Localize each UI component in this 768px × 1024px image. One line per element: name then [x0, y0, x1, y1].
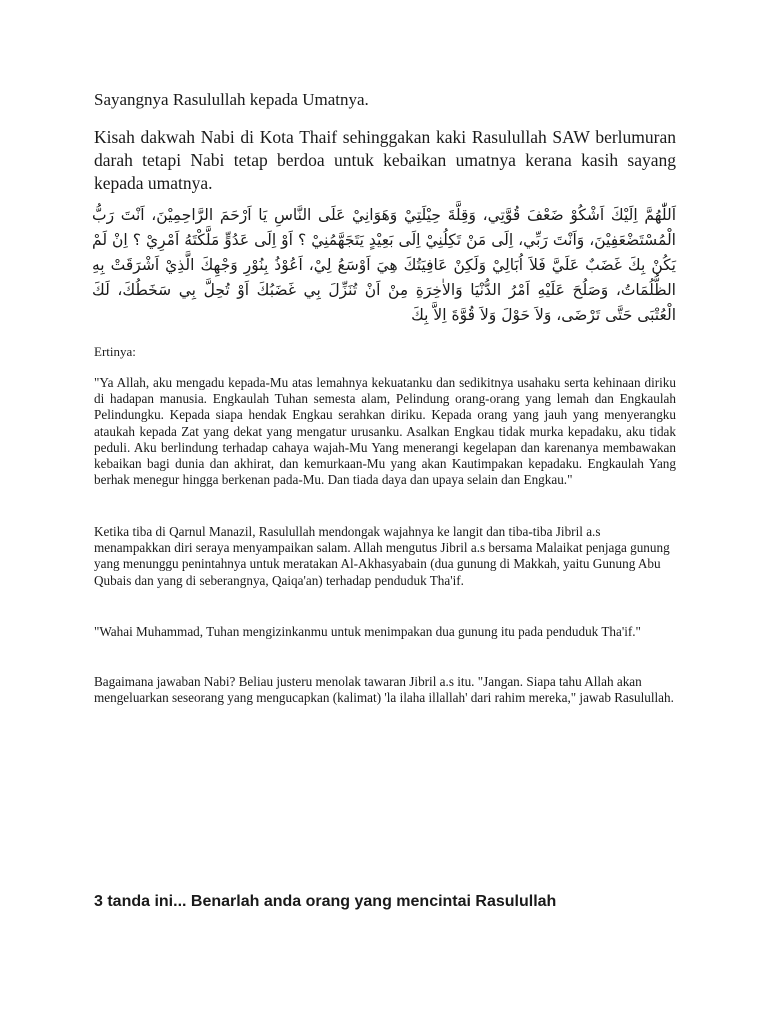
prophet-reply-paragraph: Bagaimana jawaban Nabi? Beliau justeru menolak tawaran Jibril a.s itu. "Jangan. Siapa tahu Allah akan mengeluarkan seseorang yang mengucapkan (kalimat) 'la ilaha illallah' dari rahim mereka," jawab Rasulullah.: [94, 674, 674, 706]
section-heading: 3 tanda ini... Benarlah anda orang yang mencintai Rasulullah: [94, 893, 557, 910]
translation-label: Ertinya:: [94, 344, 136, 359]
intro-paragraph: Kisah dakwah Nabi di Kota Thaif sehinggakan kaki Rasulullah SAW berlumuran darah tetapi Nabi tetap berdoa untuk kebaikan umatnya kerana kasih sayang kepada umatnya.: [94, 127, 676, 193]
translation-paragraph: "Ya Allah, aku mengadu kepada-Mu atas lemahnya kekuatanku dan sedikitnya usahaku serta kehinaan diriku di hadapan manusia. Engkaulah Tuhan semesta alam, Pelindung orang-orang yang lemah dan Engkaulah Pelindungku. Kepada siapa hendak Engkau serahkan diriku. Kepada orang yang jauh yang menyerangku ataukah kepada Zat yang dekat yang mengatur urusanku. Asalkan Engkau tidak murka kepadaku, aku tidak peduli. Aku berlindung terhadap cahaya wajah-Mu Yang menerangi kegelapan dan karenanya membawakan kebaikan bagi dunia dan akhirat, dan kemurkaan-Mu yang akan Kautimpakan kepadaku. Engkaulah Yang berhak menegur hingga berkenan pada-Mu. Dan tiada daya dan upaya selain dan Engkau.": [94, 375, 676, 488]
arabic-prayer-text: اَللّٰهُمَّ اِلَيْكَ اَشْكُوْ ضَعْفَ قُوَّتِي، وَقِلَّةَ حِيْلَتِيْ وَهَوَانِيْ عَلَى النَّاسِ يَا اَرْحَمَ الرَّاحِمِيْنَ، اَنْتَ رَبُّ الْمُسْتَضْعَفِيْنَ، وَاَنْتَ رَبِّي، اِلَى مَنْ تَكِلُنِيْ اِلَى بَعِيْدٍ يَتَجَهَّمُنِيْ ؟ اَوْ اِلَى عَدُوٍّ مَلَّكْتَهُ اَمْرِيْ ؟ اِنْ لَمْ يَكُنْ بِكَ غَضَبٌ عَلَيَّ فَلاَ اُبَالِيْ وَلَكِنْ عَافِيَتُكَ هِيَ اَوْسَعُ لِيْ، اَعُوْذُ بِنُوْرِ وَجْهِكَ الَّذِيْ اَشْرَقَتْ بِهِ الظُّلُمَاتُ، وَصَلُحَ عَلَيْهِ اَمْرُ الدُّنْيَا وَالاٰخِرَةِ مِنْ اَنْ تُنَزِّلَ بِي غَضَبُكَ اَوْ تُحِلَّ بِي سَخَطُكَ، لَكَ الْعُتْبَى حَتَّى تَرْضَى، وَلاَ حَوْلَ وَلاَ قُوَّةَ اِلاَّ بِكَ: [92, 206, 676, 324]
jibril-quote-paragraph: "Wahai Muhammad, Tuhan mengizinkanmu untuk menimpakan dua gunung itu pada penduduk Tha'if.": [94, 624, 641, 639]
document-page: [94, 0, 676, 1024]
qarnul-manazil-paragraph: Ketika tiba di Qarnul Manazil, Rasulullah mendongak wajahnya ke langit dan tiba-tiba Jibril a.s menampakkan diri seraya menyampaikan salam. Allah mengutus Jibril a.s bersama Malaikat penjaga gunung yang menunggu penintahnya untuk meratakan Al-Akhasyabain (dua gunung di Makkah, yaitu Gunung Abu Qubais dan yang di seberangnya, Qaiqa'an) terhadap penduduk Tha'if.: [94, 524, 670, 588]
document-title: Sayangnya Rasulullah kepada Umatnya.: [94, 90, 369, 109]
